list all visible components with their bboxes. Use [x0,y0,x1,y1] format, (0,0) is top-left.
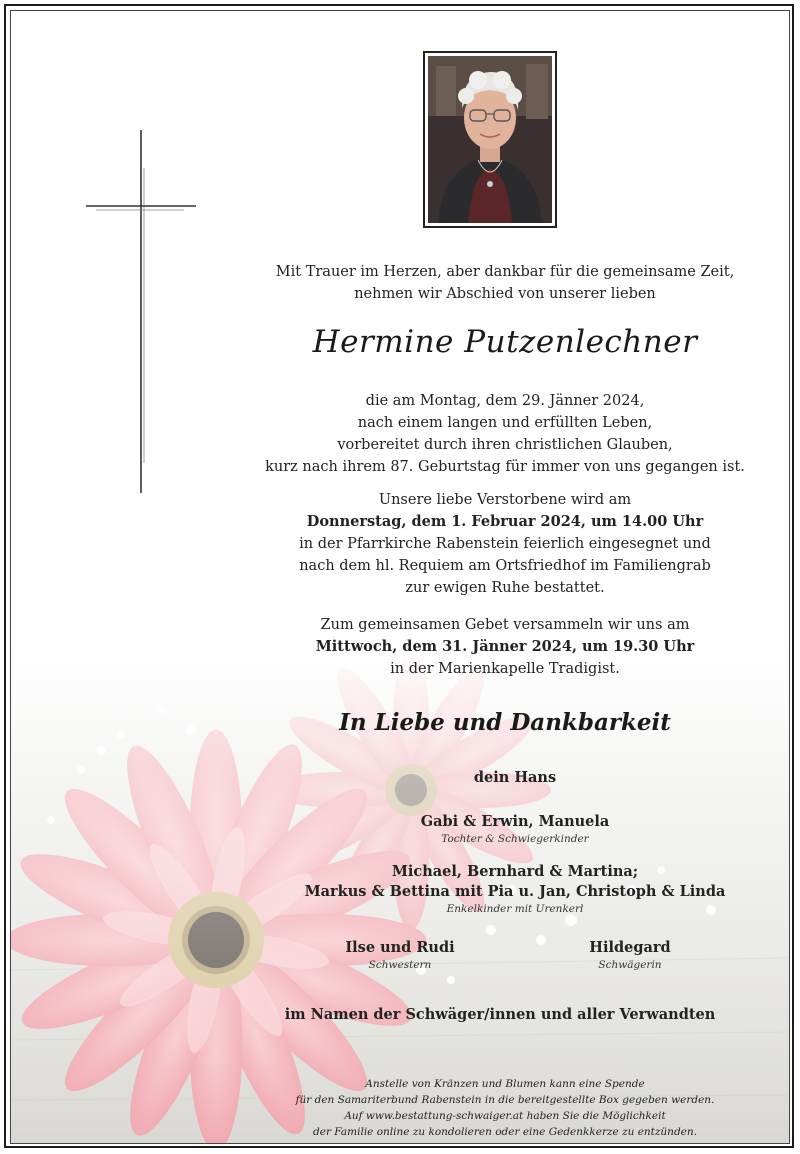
mourner-name: Michael, Bernhard & Martina; [391,863,639,880]
mourner-name: dein Hans [473,769,557,786]
mourner-others [260,1005,740,1025]
mourner-relation: Schwägerin [598,959,662,971]
funeral-line: in der Pfarrkirche Rabenstein feierlich eingesegnet und [299,536,711,552]
mourner-name: Gabi & Erwin, Manuela [420,813,610,830]
prayer-line: in der Marienkapelle Tradigist. [390,661,620,677]
death-line: die am Montag, dem 29. Jänner 2024, [365,393,645,409]
intro-line: nehmen wir Abschied von unserer lieben [354,286,656,302]
cross-icon [84,128,199,498]
mourner-name: Hildegard [589,939,671,956]
funeral-date: Donnerstag, dem 1. Februar 2024, um 14.00 Uhr [306,513,704,530]
mourner-sisters [340,938,460,972]
intro-text [260,261,750,305]
footer-line: Anstelle von Kränzen und Blumen kann eine Spende [365,1078,645,1090]
mourner-children [400,812,630,846]
funeral-info [260,489,750,599]
mourner-relation: Enkelkinder mit Urenkerl [446,903,584,915]
funeral-line: Unsere liebe Verstorbene wird am [378,492,632,508]
mourner-name: Markus & Bettina mit Pia u. Jan, Christoph & Linda [304,883,726,900]
portrait-photo [423,51,557,228]
death-line: nach einem langen und erfüllten Leben, [357,415,653,431]
death-line: kurz nach ihrem 87. Geburtstag für immer von uns gegangen ist. [265,459,745,475]
mourner-sister-in-law [570,938,690,972]
prayer-info [260,614,750,680]
footer-line: Auf www.bestattung-schwaiger.at haben Sie die Möglichkeit [344,1110,666,1122]
funeral-line: nach dem hl. Requiem am Ortsfriedhof im Familiengrab [299,558,711,574]
mourner-name: im Namen der Schwäger/innen und aller Verwandten [284,1006,716,1023]
closing-phrase: In Liebe und Dankbarkeit [339,709,671,736]
mourner-spouse [400,768,630,788]
footer-line: der Familie online zu kondolieren oder eine Gedenkkerze zu entzünden. [313,1126,697,1138]
death-notice [260,390,750,478]
intro-line: Mit Trauer im Herzen, aber dankbar für die gemeinsame Zeit, [275,264,735,280]
footer-note [250,1076,760,1140]
mourner-relation: Tochter & Schwiegerkinder [441,833,589,845]
footer-line: für den Samariterbund Rabenstein in die bereitgestellte Box gegeben werden. [295,1094,715,1106]
mourner-name: Ilse und Rudi [345,939,455,956]
prayer-line: Zum gemeinsamen Gebet versammeln wir uns am [320,617,690,633]
mourner-relation: Schwestern [368,959,432,971]
mourner-grandchildren [270,862,760,916]
funeral-line: zur ewigen Ruhe bestattet. [405,580,605,596]
deceased-name: Hermine Putzenlechner [312,324,698,360]
death-line: vorbereitet durch ihren christlichen Glauben, [337,437,673,453]
prayer-date: Mittwoch, dem 31. Jänner 2024, um 19.30 Uhr [315,638,695,655]
